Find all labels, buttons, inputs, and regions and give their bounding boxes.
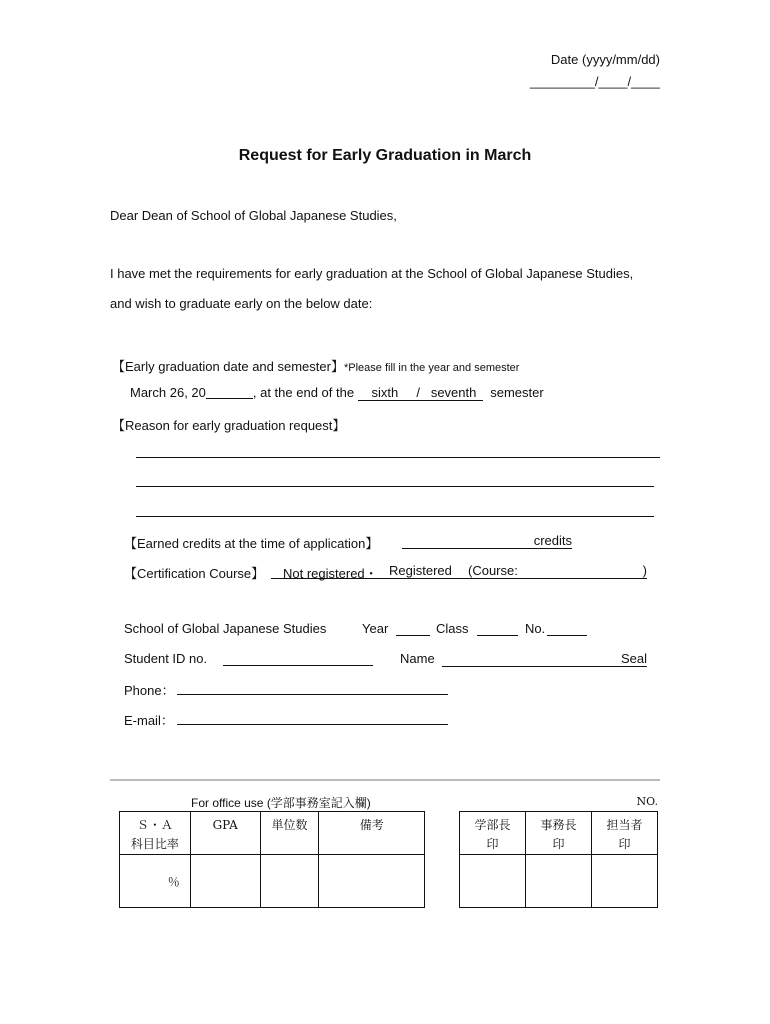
year-field[interactable] (396, 635, 430, 636)
email-field[interactable] (177, 724, 448, 725)
class-label: Class (436, 621, 469, 636)
class-field[interactable] (477, 635, 518, 636)
reason-heading: 【Reason for early graduation request】 (112, 418, 346, 433)
phone-label: Phone： (124, 683, 175, 698)
certification-field[interactable] (271, 563, 647, 579)
staff-seal[interactable] (592, 855, 658, 908)
early-date-heading-text: 【Early graduation date and semester】 (112, 359, 344, 374)
name-label: Name (400, 651, 435, 666)
name-field[interactable] (442, 651, 647, 667)
office-chief-header: 事務長 印 (526, 812, 592, 855)
phone-field[interactable] (177, 694, 448, 695)
office-table-left (119, 811, 425, 908)
number-label: No. (525, 621, 546, 636)
sa-header (120, 812, 191, 855)
early-date-note: *Please fill in the year and semester (343, 362, 520, 374)
early-date-line (130, 385, 544, 401)
sa-value[interactable]: ％ (120, 855, 191, 908)
units-header: 単位数 (260, 812, 319, 855)
school-label: School of Global Japanese Studies (124, 621, 327, 636)
seal-label: Seal (620, 651, 647, 666)
sa-header-text: Ｓ・Ａ (136, 818, 173, 832)
number-field[interactable] (547, 635, 587, 636)
staff-header: 担当者 印 (592, 812, 658, 855)
option-sep: / (416, 385, 420, 400)
date-field[interactable]: _________/____/____ (529, 74, 660, 89)
office-chief-seal[interactable] (526, 855, 592, 908)
reason-line-2[interactable] (136, 486, 654, 487)
gpa-header: GPA (190, 812, 260, 855)
page-title: Request for Early Graduation in March (238, 147, 532, 164)
registered-option[interactable]: Registered (389, 563, 452, 578)
body-line-1: I have met the requirements for early graduation at the School of Global Japanese Studies, (110, 266, 634, 281)
early-date-prefix: March 26, 20 (130, 385, 206, 400)
remarks-header: 備考 (319, 812, 425, 855)
office-divider (110, 779, 660, 781)
gpa-value[interactable] (190, 855, 260, 908)
date-label: Date (yyyy/mm/dd) (550, 52, 660, 67)
salutation: Dear Dean of School of Global Japanese Studies, (110, 208, 397, 223)
credits-label: 【Earned credits at the time of application】 (124, 536, 379, 551)
office-no-label: NO. (636, 795, 658, 808)
course-close: ) (642, 563, 647, 578)
reason-line-1[interactable] (136, 457, 660, 458)
remarks-value[interactable] (319, 855, 425, 908)
semester-options[interactable] (358, 385, 483, 401)
reason-line-3[interactable] (136, 516, 654, 517)
office-table-right (459, 811, 658, 908)
option-seventh[interactable]: seventh (430, 385, 477, 400)
course-label: (Course: (468, 563, 518, 578)
not-registered-option[interactable]: Not registered・ (283, 566, 378, 581)
year-input[interactable] (206, 385, 253, 399)
year-label: Year (362, 621, 389, 636)
credits-unit: credits (533, 533, 572, 548)
sa-ratio-text: 科目比率 (130, 837, 179, 851)
certification-label: 【Certification Course】 (124, 566, 265, 581)
body-line-2: and wish to graduate early on the below date: (110, 296, 373, 311)
early-date-heading (112, 356, 519, 375)
office-use-label: For office use (学部事務室記入欄) (191, 796, 371, 810)
dean-seal[interactable] (460, 855, 526, 908)
early-date-mid: , at the end of the (252, 385, 355, 400)
credits-field[interactable] (402, 533, 572, 549)
units-value[interactable] (260, 855, 319, 908)
early-date-suffix: semester (490, 385, 544, 400)
email-label: E-mail： (124, 713, 174, 728)
student-id-field[interactable] (223, 665, 373, 666)
student-id-label: Student ID no. (124, 651, 208, 666)
option-sixth[interactable]: sixth (371, 385, 399, 400)
dean-header: 学部長 印 (460, 812, 526, 855)
